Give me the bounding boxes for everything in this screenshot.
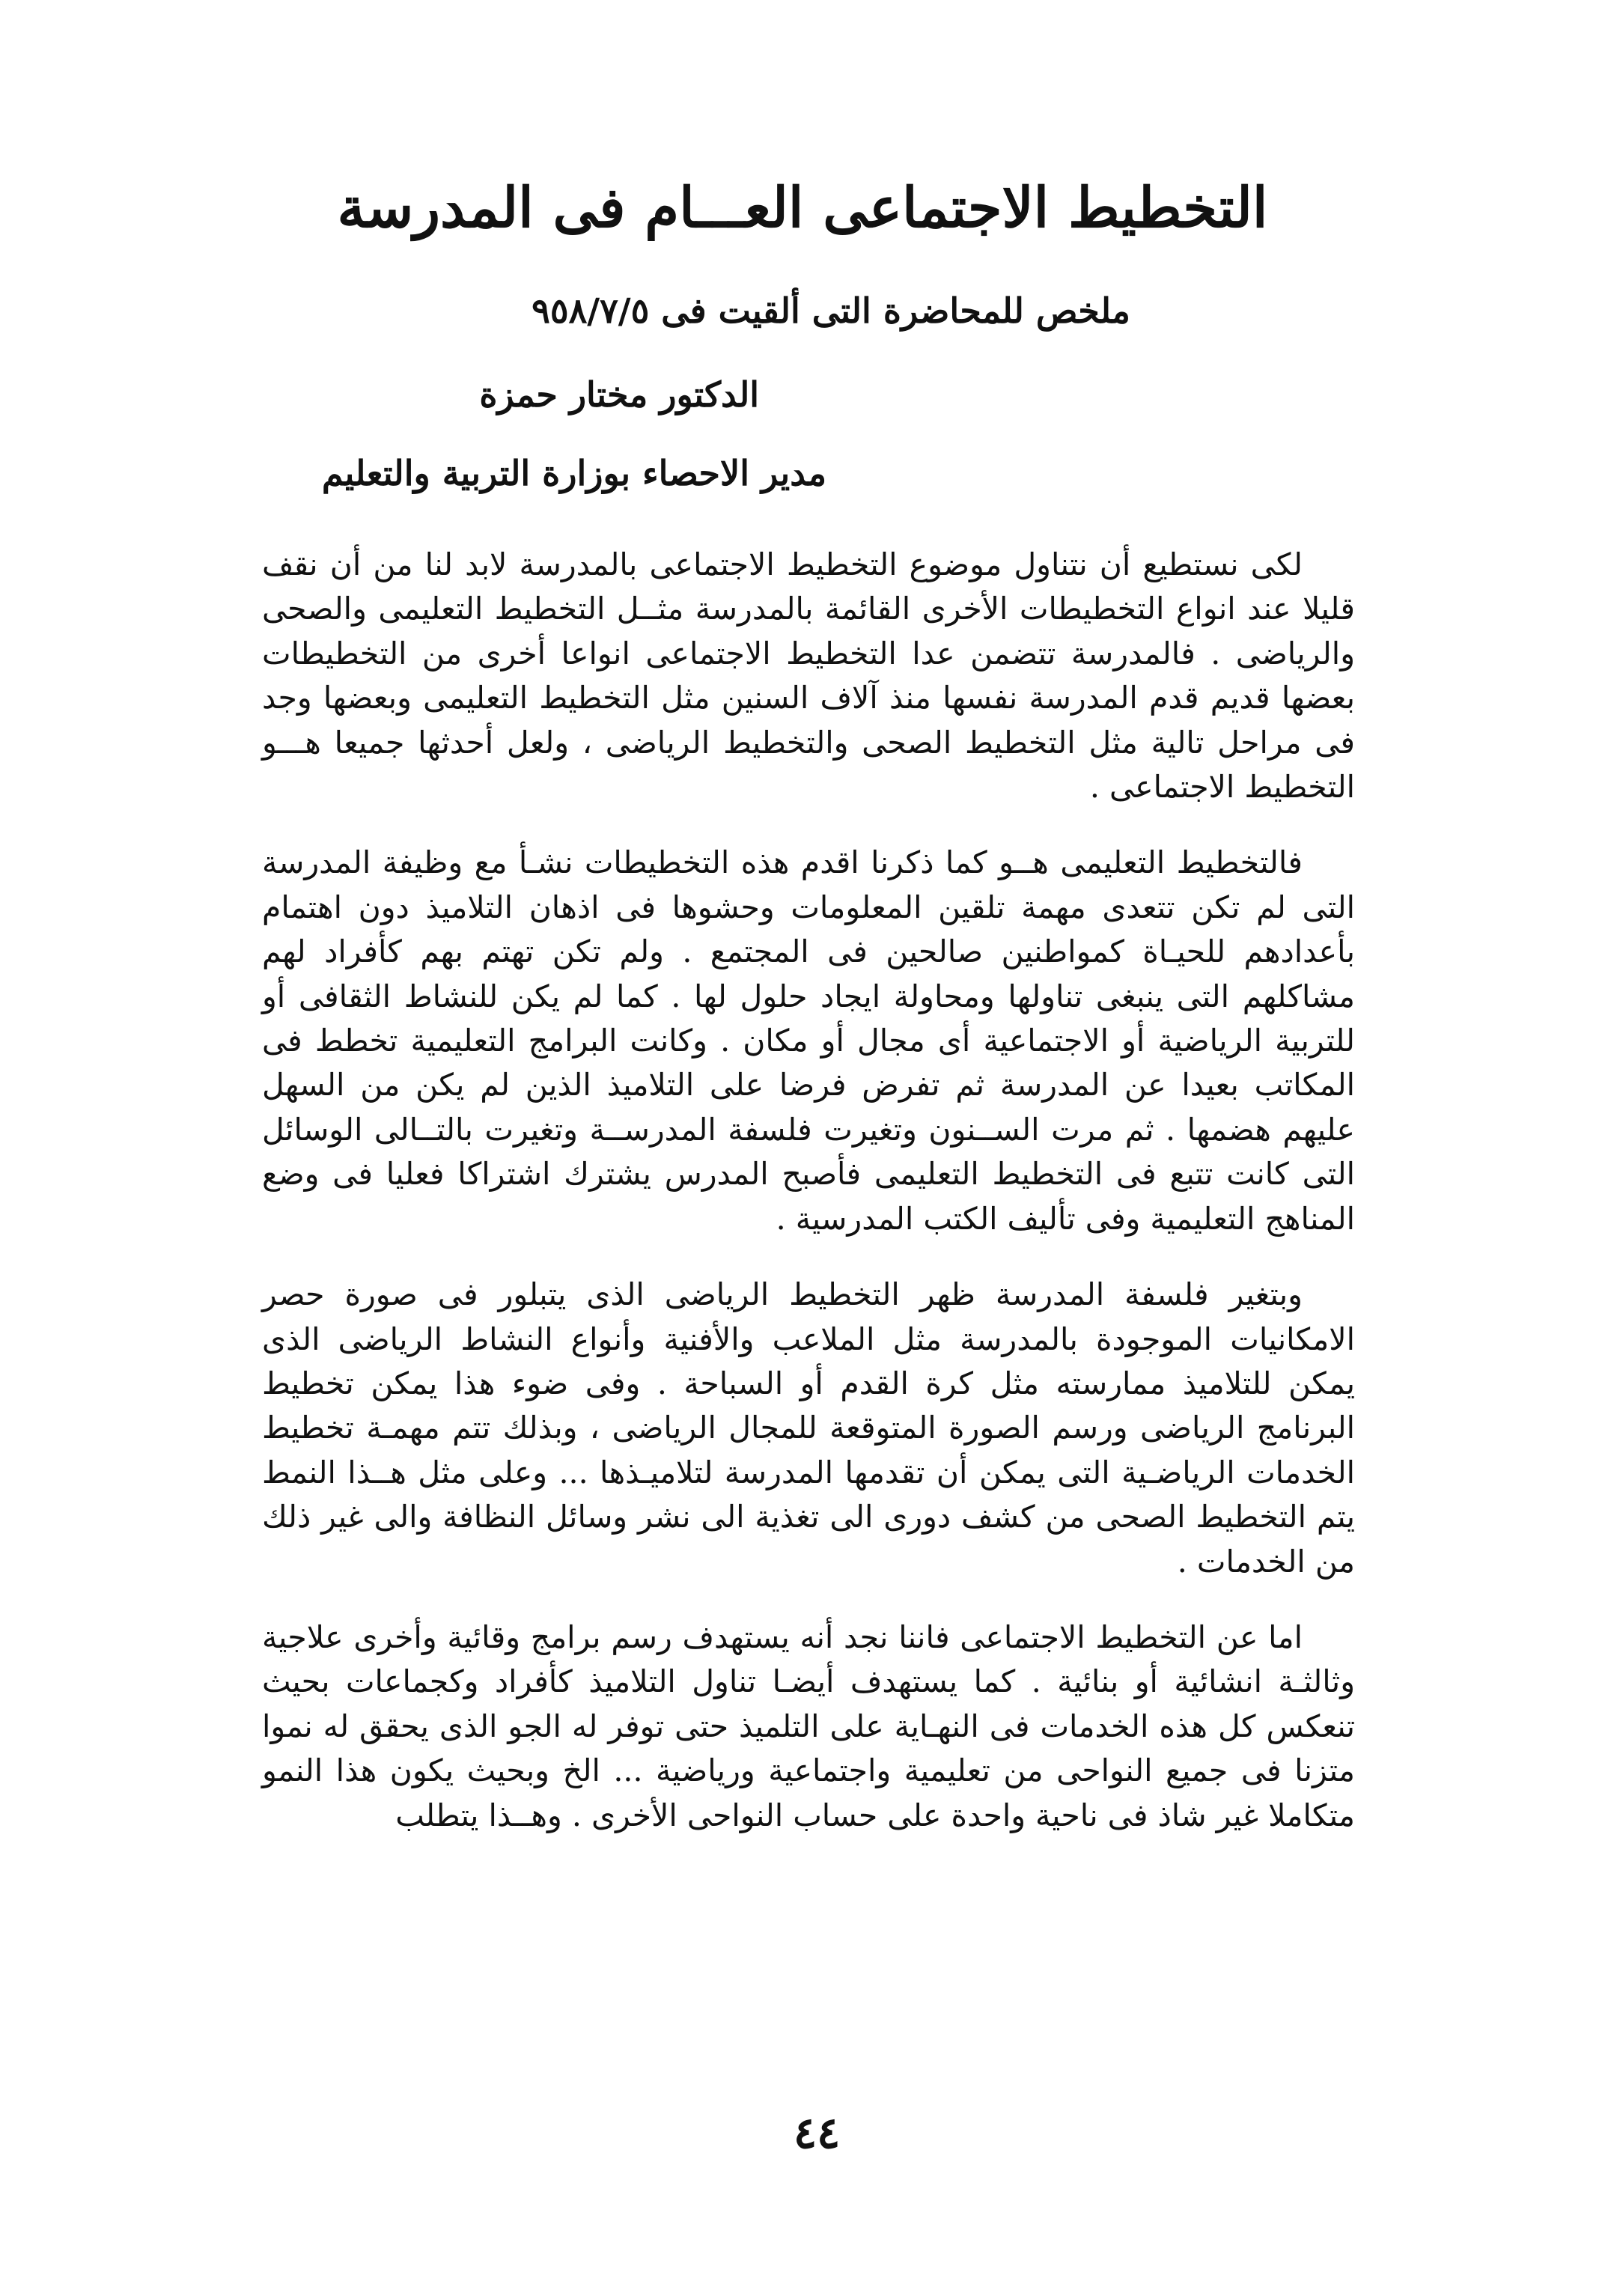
author-name: الدكتور مختار حمزة <box>479 374 759 415</box>
paragraph-4: اما عن التخطيط الاجتماعى فاننا نجد أنه يستهدف رسم برامج وقائية وأخرى علاجية وثالثـة انشائية أو بنائية . كما يستهدف أيضـا تناول التلاميذ كأفراد وكجماعات بحيث تنعكس كل هذه الخدمات فى النهـاية على التلميذ حتى توفر له الجو الذى يحقق له نموا متزنا فى جميع النواحى من تعليمية واجتماعية ورياضية ... الخ وبحيث يكون هذا النمو متكاملا غير شاذ فى ناحية واحدة على حساب النواحى الأخرى . وهــذا يتطلب <box>262 1619 1355 1833</box>
body-text <box>262 543 1355 1869</box>
document-title: التخطيط الاجتماعى العـــام فى المدرسة <box>337 176 1268 240</box>
paragraph-1: لكى نستطيع أن نتناول موضوع التخطيط الاجتماعى بالمدرسة لابد لنا من أن نقف قليلا عند انواع التخطيطات الأخرى القائمة بالمدرسة مثــل التخطيط التعليمى والصحى والرياضى . فالمدرسة تتضمن عدا التخطيط الاجتماعى انواعا أخرى من التخطيطات بعضها قديم قدم المدرسة نفسها منذ آلاف السنين مثل التخطيط التعليمى وبعضها وجد فى مراحل تالية مثل التخطيط الصحى والتخطيط الرياضى ، ولعل أحدثها جميعا هـــو التخطيط الاجتماعى . <box>262 546 1355 806</box>
author-position: مدير الاحصاء بوزارة التربية والتعليم <box>321 453 826 493</box>
lecture-subtitle: ملخص للمحاضرة التى ألقيت فى ٩٥٨/٧/٥ <box>532 290 1130 331</box>
page-number: ٤٤ <box>794 2107 841 2158</box>
paragraph-2: فالتخطيط التعليمى هــو كما ذكرنا اقدم هذه التخطيطات نشـأ مع وظيفة المدرسة التى لم تكن تتعدى مهمة تلقين المعلومات وحشوها فى اذهان التلاميذ دون اهتمام بأعدادهم للحيـاة كمواطنين صالحين فى المجتمع . ولم تكن تهتم بهم كأفراد لهم مشاكلهم التى ينبغى تناولها ومحاولة ايجاد حلول لها . كما لم يكن للنشاط الثقافى أو للتربية الرياضية أو الاجتماعية أى مجال أو مكان . وكانت البرامج التعليمية تخطط فى المكاتب بعيدا عن المدرسة ثم تفرض فرضا على التلاميذ الذين لم يكن من السهل عليهم هضمها . ثم مرت الســنون وتغيرت فلسفة المدرســة وتغيرت بالتــالى الوسائل التى كانت تتبع فى التخطيط التعليمى فأصبح المدرس يشترك اشتراكا فعليا فى وضع المناهج التعليمية وفى تأليف الكتب المدرسية . <box>262 844 1355 1237</box>
paragraph-3: وبتغير فلسفة المدرسة ظهر التخطيط الرياضى الذى يتبلور فى صورة حصر الامكانيات الموجودة بالمدرسة مثل الملاعب والأفنية وأنواع النشاط الرياضى الذى يمكن للتلاميذ ممارسته مثل كرة القدم أو السباحة . وفى ضوء هذا يمكن تخطيط البرنامج الرياضى ورسم الصورة المتوقعة للمجال الرياضى ، وبذلك تتم مهمـة تخطيط الخدمات الرياضـية التى يمكن أن تقدمها المدرسة لتلاميـذها ... وعلى مثل هــذا النمط يتم التخطيط الصحى من كشف دورى الى تغذية الى نشر وسائل النظافة والى غير ذلك من الخدمات . <box>262 1276 1355 1580</box>
